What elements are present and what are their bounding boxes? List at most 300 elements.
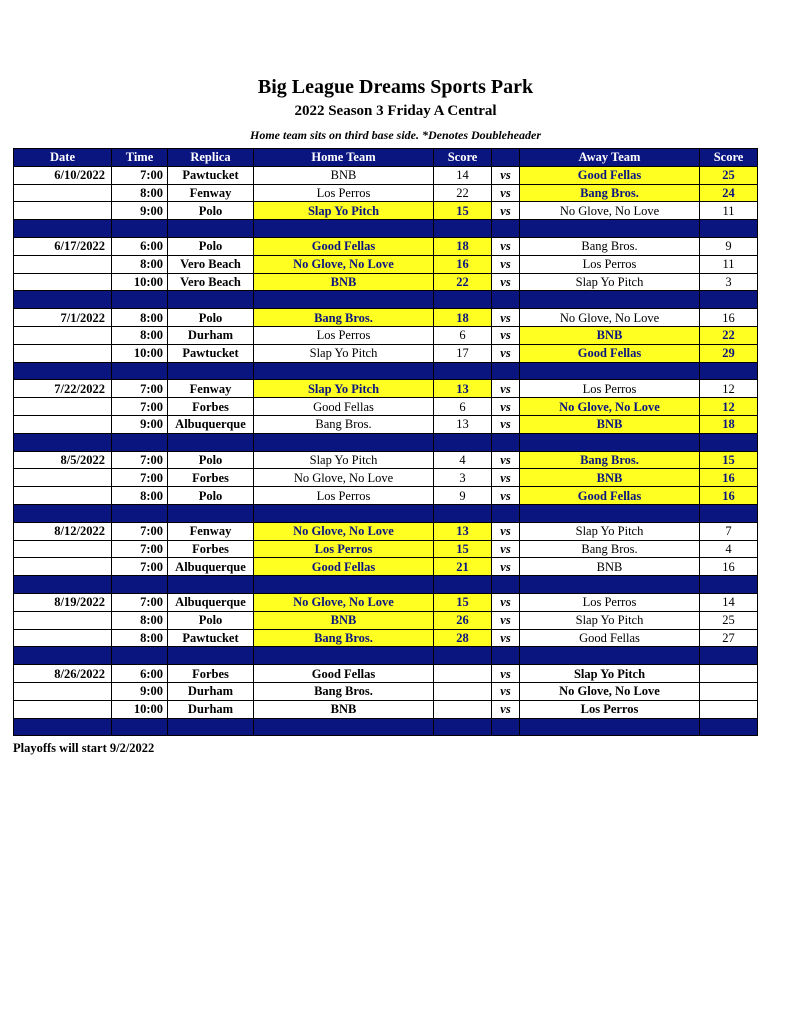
date-cell: 8/26/2022 <box>14 665 112 683</box>
week-separator <box>14 576 758 594</box>
week-separator <box>14 718 758 736</box>
week-separator <box>14 433 758 451</box>
game-row <box>14 558 758 576</box>
replica-cell: Forbes <box>168 540 254 558</box>
separator-cell <box>168 718 254 736</box>
date-cell <box>14 558 112 576</box>
vs-cell: vs <box>492 682 520 700</box>
replica-cell: Polo <box>168 451 254 469</box>
time-cell: 8:00 <box>112 487 168 505</box>
separator-cell <box>492 504 520 522</box>
separator-cell <box>492 291 520 309</box>
replica-cell: Durham <box>168 682 254 700</box>
separator-cell <box>112 647 168 665</box>
date-cell: 8/19/2022 <box>14 593 112 611</box>
away-team-cell: Good Fellas <box>520 344 700 362</box>
time-cell: 7:00 <box>112 522 168 540</box>
week-separator <box>14 504 758 522</box>
separator-cell <box>112 220 168 238</box>
home-team-cell: No Glove, No Love <box>254 469 434 487</box>
replica-cell: Vero Beach <box>168 273 254 291</box>
game-row <box>14 700 758 718</box>
time-cell: 9:00 <box>112 415 168 433</box>
game-row <box>14 326 758 344</box>
home-score-cell: 26 <box>434 611 492 629</box>
game-row <box>14 344 758 362</box>
separator-cell <box>520 433 700 451</box>
vs-cell: vs <box>492 184 520 202</box>
date-cell <box>14 540 112 558</box>
time-cell: 8:00 <box>112 326 168 344</box>
game-row <box>14 202 758 220</box>
separator-cell <box>254 576 434 594</box>
vs-cell: vs <box>492 237 520 255</box>
home-team-cell: BNB <box>254 611 434 629</box>
away-score-cell: 3 <box>700 273 758 291</box>
home-team-cell: Good Fellas <box>254 398 434 416</box>
home-team-cell: Slap Yo Pitch <box>254 344 434 362</box>
separator-cell <box>254 362 434 380</box>
separator-cell <box>700 647 758 665</box>
header-home-team: Home Team <box>254 149 434 167</box>
replica-cell: Fenway <box>168 184 254 202</box>
away-team-cell: Slap Yo Pitch <box>520 522 700 540</box>
week-separator <box>14 291 758 309</box>
game-row <box>14 629 758 647</box>
away-score-cell: 29 <box>700 344 758 362</box>
vs-cell: vs <box>492 540 520 558</box>
away-score-cell <box>700 700 758 718</box>
away-score-cell: 16 <box>700 487 758 505</box>
separator-cell <box>254 220 434 238</box>
time-cell: 6:00 <box>112 665 168 683</box>
home-team-cell: Slap Yo Pitch <box>254 202 434 220</box>
header-row <box>14 149 758 167</box>
game-row <box>14 184 758 202</box>
home-team-cell: No Glove, No Love <box>254 593 434 611</box>
time-cell: 9:00 <box>112 202 168 220</box>
replica-cell: Pawtucket <box>168 344 254 362</box>
vs-cell: vs <box>492 344 520 362</box>
replica-cell: Polo <box>168 309 254 327</box>
away-team-cell: Slap Yo Pitch <box>520 273 700 291</box>
replica-cell: Pawtucket <box>168 629 254 647</box>
date-cell: 6/17/2022 <box>14 237 112 255</box>
home-score-cell: 9 <box>434 487 492 505</box>
home-score-cell <box>434 700 492 718</box>
separator-cell <box>14 647 112 665</box>
away-score-cell <box>700 682 758 700</box>
away-team-cell: Los Perros <box>520 255 700 273</box>
away-score-cell: 18 <box>700 415 758 433</box>
date-cell <box>14 273 112 291</box>
home-score-cell: 28 <box>434 629 492 647</box>
separator-cell <box>168 433 254 451</box>
vs-cell: vs <box>492 522 520 540</box>
separator-cell <box>14 220 112 238</box>
separator-cell <box>112 291 168 309</box>
away-score-cell: 16 <box>700 469 758 487</box>
home-team-cell: BNB <box>254 273 434 291</box>
time-cell: 8:00 <box>112 611 168 629</box>
separator-cell <box>520 504 700 522</box>
home-score-cell <box>434 665 492 683</box>
home-team-cell: No Glove, No Love <box>254 522 434 540</box>
game-row <box>14 540 758 558</box>
date-cell <box>14 202 112 220</box>
separator-cell <box>434 504 492 522</box>
replica-cell: Forbes <box>168 469 254 487</box>
separator-cell <box>434 433 492 451</box>
vs-cell: vs <box>492 415 520 433</box>
separator-cell <box>254 433 434 451</box>
header-date: Date <box>14 149 112 167</box>
separator-cell <box>520 647 700 665</box>
replica-cell: Fenway <box>168 380 254 398</box>
replica-cell: Albuquerque <box>168 593 254 611</box>
game-row <box>14 682 758 700</box>
date-cell <box>14 629 112 647</box>
away-team-cell: Good Fellas <box>520 487 700 505</box>
date-cell: 7/22/2022 <box>14 380 112 398</box>
separator-cell <box>112 504 168 522</box>
header-time: Time <box>112 149 168 167</box>
away-score-cell: 7 <box>700 522 758 540</box>
home-team-cell: Los Perros <box>254 540 434 558</box>
separator-cell <box>700 291 758 309</box>
game-row <box>14 380 758 398</box>
vs-cell: vs <box>492 611 520 629</box>
week-separator <box>14 220 758 238</box>
away-team-cell: Los Perros <box>520 593 700 611</box>
home-score-cell: 6 <box>434 326 492 344</box>
week-separator <box>14 362 758 380</box>
game-row <box>14 273 758 291</box>
time-cell: 10:00 <box>112 700 168 718</box>
replica-cell: Durham <box>168 700 254 718</box>
away-score-cell: 25 <box>700 611 758 629</box>
separator-cell <box>700 718 758 736</box>
home-score-cell: 13 <box>434 522 492 540</box>
away-team-cell: BNB <box>520 326 700 344</box>
time-cell: 6:00 <box>112 237 168 255</box>
away-team-cell: Slap Yo Pitch <box>520 665 700 683</box>
separator-cell <box>168 291 254 309</box>
header-away-team: Away Team <box>520 149 700 167</box>
time-cell: 10:00 <box>112 344 168 362</box>
game-row <box>14 469 758 487</box>
separator-cell <box>492 220 520 238</box>
date-cell <box>14 487 112 505</box>
time-cell: 7:00 <box>112 398 168 416</box>
time-cell: 7:00 <box>112 593 168 611</box>
time-cell: 8:00 <box>112 309 168 327</box>
replica-cell: Albuquerque <box>168 558 254 576</box>
page-subtitle: 2022 Season 3 Friday A Central <box>294 103 497 119</box>
home-team-cell: Bang Bros. <box>254 415 434 433</box>
vs-cell: vs <box>492 451 520 469</box>
replica-cell: Forbes <box>168 398 254 416</box>
time-cell: 7:00 <box>112 558 168 576</box>
away-team-cell: Bang Bros. <box>520 451 700 469</box>
game-row <box>14 593 758 611</box>
away-team-cell: No Glove, No Love <box>520 398 700 416</box>
date-cell: 8/5/2022 <box>14 451 112 469</box>
away-score-cell: 24 <box>700 184 758 202</box>
home-team-cell: Bang Bros. <box>254 309 434 327</box>
vs-cell: vs <box>492 166 520 184</box>
separator-cell <box>434 647 492 665</box>
home-score-cell: 21 <box>434 558 492 576</box>
schedule-body <box>14 166 758 736</box>
away-team-cell: Bang Bros. <box>520 237 700 255</box>
date-cell: 7/1/2022 <box>14 309 112 327</box>
date-cell <box>14 611 112 629</box>
time-cell: 10:00 <box>112 273 168 291</box>
date-cell <box>14 344 112 362</box>
separator-cell <box>254 291 434 309</box>
game-row <box>14 611 758 629</box>
separator-cell <box>492 576 520 594</box>
separator-cell <box>520 362 700 380</box>
home-team-cell: Bang Bros. <box>254 682 434 700</box>
separator-cell <box>434 576 492 594</box>
date-cell <box>14 184 112 202</box>
replica-cell: Durham <box>168 326 254 344</box>
date-cell: 6/10/2022 <box>14 166 112 184</box>
away-team-cell: Los Perros <box>520 380 700 398</box>
replica-cell: Polo <box>168 237 254 255</box>
separator-cell <box>14 433 112 451</box>
home-score-cell: 15 <box>434 593 492 611</box>
home-team-cell: Los Perros <box>254 487 434 505</box>
separator-cell <box>434 220 492 238</box>
away-score-cell: 27 <box>700 629 758 647</box>
home-score-cell: 16 <box>434 255 492 273</box>
replica-cell: Pawtucket <box>168 166 254 184</box>
separator-cell <box>520 220 700 238</box>
vs-cell: vs <box>492 255 520 273</box>
home-team-cell: No Glove, No Love <box>254 255 434 273</box>
away-team-cell: Bang Bros. <box>520 184 700 202</box>
vs-cell: vs <box>492 380 520 398</box>
separator-cell <box>112 362 168 380</box>
playoffs-note: Playoffs will start 9/2/2022 <box>13 741 155 755</box>
separator-cell <box>112 433 168 451</box>
time-cell: 7:00 <box>112 380 168 398</box>
away-score-cell: 11 <box>700 202 758 220</box>
vs-cell: vs <box>492 398 520 416</box>
game-row <box>14 451 758 469</box>
vs-cell: vs <box>492 487 520 505</box>
away-team-cell: No Glove, No Love <box>520 309 700 327</box>
separator-cell <box>14 362 112 380</box>
header-replica: Replica <box>168 149 254 167</box>
game-row <box>14 398 758 416</box>
vs-cell: vs <box>492 700 520 718</box>
time-cell: 8:00 <box>112 629 168 647</box>
away-score-cell: 12 <box>700 380 758 398</box>
home-score-cell: 13 <box>434 380 492 398</box>
separator-cell <box>700 220 758 238</box>
separator-cell <box>700 362 758 380</box>
time-cell: 8:00 <box>112 255 168 273</box>
separator-cell <box>520 291 700 309</box>
vs-cell: vs <box>492 469 520 487</box>
separator-cell <box>168 576 254 594</box>
vs-cell: vs <box>492 202 520 220</box>
game-row <box>14 309 758 327</box>
away-team-cell: BNB <box>520 469 700 487</box>
home-team-cell: Good Fellas <box>254 237 434 255</box>
away-score-cell: 25 <box>700 166 758 184</box>
home-score-cell: 17 <box>434 344 492 362</box>
header-vs <box>492 149 520 167</box>
game-row <box>14 487 758 505</box>
separator-cell <box>254 647 434 665</box>
home-team-cell: Los Perros <box>254 184 434 202</box>
page-title: Big League Dreams Sports Park <box>257 76 534 98</box>
separator-cell <box>492 433 520 451</box>
date-cell <box>14 682 112 700</box>
home-score-cell <box>434 682 492 700</box>
time-cell: 7:00 <box>112 166 168 184</box>
home-team-cell: Bang Bros. <box>254 629 434 647</box>
vs-cell: vs <box>492 326 520 344</box>
time-cell: 7:00 <box>112 540 168 558</box>
header-away-score: Score <box>700 149 758 167</box>
home-score-cell: 6 <box>434 398 492 416</box>
home-score-cell: 22 <box>434 184 492 202</box>
away-score-cell <box>700 665 758 683</box>
game-row <box>14 522 758 540</box>
separator-cell <box>434 362 492 380</box>
replica-cell: Polo <box>168 611 254 629</box>
date-cell <box>14 700 112 718</box>
home-score-cell: 15 <box>434 540 492 558</box>
replica-cell: Fenway <box>168 522 254 540</box>
date-cell <box>14 255 112 273</box>
home-score-cell: 13 <box>434 415 492 433</box>
away-team-cell: Bang Bros. <box>520 540 700 558</box>
doubleheader-note: Home team sits on third base side. *Denotes Doubleheader <box>250 128 541 142</box>
time-cell: 9:00 <box>112 682 168 700</box>
away-score-cell: 4 <box>700 540 758 558</box>
date-cell: 8/12/2022 <box>14 522 112 540</box>
home-team-cell: BNB <box>254 166 434 184</box>
replica-cell: Vero Beach <box>168 255 254 273</box>
separator-cell <box>168 504 254 522</box>
home-score-cell: 4 <box>434 451 492 469</box>
date-cell <box>14 415 112 433</box>
schedule-table <box>13 148 758 736</box>
separator-cell <box>254 718 434 736</box>
date-cell <box>14 469 112 487</box>
game-row <box>14 166 758 184</box>
away-team-cell: No Glove, No Love <box>520 202 700 220</box>
away-team-cell: Good Fellas <box>520 629 700 647</box>
week-separator <box>14 647 758 665</box>
time-cell: 8:00 <box>112 184 168 202</box>
away-score-cell: 15 <box>700 451 758 469</box>
away-score-cell: 22 <box>700 326 758 344</box>
away-score-cell: 12 <box>700 398 758 416</box>
separator-cell <box>168 220 254 238</box>
vs-cell: vs <box>492 665 520 683</box>
home-team-cell: Good Fellas <box>254 558 434 576</box>
home-score-cell: 15 <box>434 202 492 220</box>
game-row <box>14 415 758 433</box>
away-team-cell: No Glove, No Love <box>520 682 700 700</box>
separator-cell <box>520 718 700 736</box>
separator-cell <box>520 576 700 594</box>
home-score-cell: 22 <box>434 273 492 291</box>
separator-cell <box>492 362 520 380</box>
away-team-cell: Good Fellas <box>520 166 700 184</box>
home-score-cell: 18 <box>434 237 492 255</box>
vs-cell: vs <box>492 558 520 576</box>
separator-cell <box>112 576 168 594</box>
away-score-cell: 9 <box>700 237 758 255</box>
header-home-score: Score <box>434 149 492 167</box>
replica-cell: Albuquerque <box>168 415 254 433</box>
separator-cell <box>14 504 112 522</box>
away-score-cell: 16 <box>700 558 758 576</box>
separator-cell <box>434 291 492 309</box>
replica-cell: Polo <box>168 487 254 505</box>
home-team-cell: Slap Yo Pitch <box>254 380 434 398</box>
time-cell: 7:00 <box>112 451 168 469</box>
separator-cell <box>700 504 758 522</box>
separator-cell <box>492 647 520 665</box>
home-team-cell: Los Perros <box>254 326 434 344</box>
away-score-cell: 14 <box>700 593 758 611</box>
separator-cell <box>14 291 112 309</box>
separator-cell <box>434 718 492 736</box>
home-team-cell: Slap Yo Pitch <box>254 451 434 469</box>
vs-cell: vs <box>492 309 520 327</box>
home-score-cell: 18 <box>434 309 492 327</box>
home-team-cell: Good Fellas <box>254 665 434 683</box>
date-cell <box>14 326 112 344</box>
away-score-cell: 16 <box>700 309 758 327</box>
away-team-cell: BNB <box>520 558 700 576</box>
game-row <box>14 255 758 273</box>
time-cell: 7:00 <box>112 469 168 487</box>
vs-cell: vs <box>492 273 520 291</box>
away-team-cell: BNB <box>520 415 700 433</box>
away-team-cell: Los Perros <box>520 700 700 718</box>
away-team-cell: Slap Yo Pitch <box>520 611 700 629</box>
separator-cell <box>254 504 434 522</box>
separator-cell <box>168 362 254 380</box>
separator-cell <box>14 718 112 736</box>
away-score-cell: 11 <box>700 255 758 273</box>
separator-cell <box>168 647 254 665</box>
separator-cell <box>700 576 758 594</box>
home-score-cell: 14 <box>434 166 492 184</box>
game-row <box>14 237 758 255</box>
home-score-cell: 3 <box>434 469 492 487</box>
separator-cell <box>112 718 168 736</box>
date-cell <box>14 398 112 416</box>
separator-cell <box>14 576 112 594</box>
vs-cell: vs <box>492 629 520 647</box>
vs-cell: vs <box>492 593 520 611</box>
game-row <box>14 665 758 683</box>
home-team-cell: BNB <box>254 700 434 718</box>
replica-cell: Forbes <box>168 665 254 683</box>
